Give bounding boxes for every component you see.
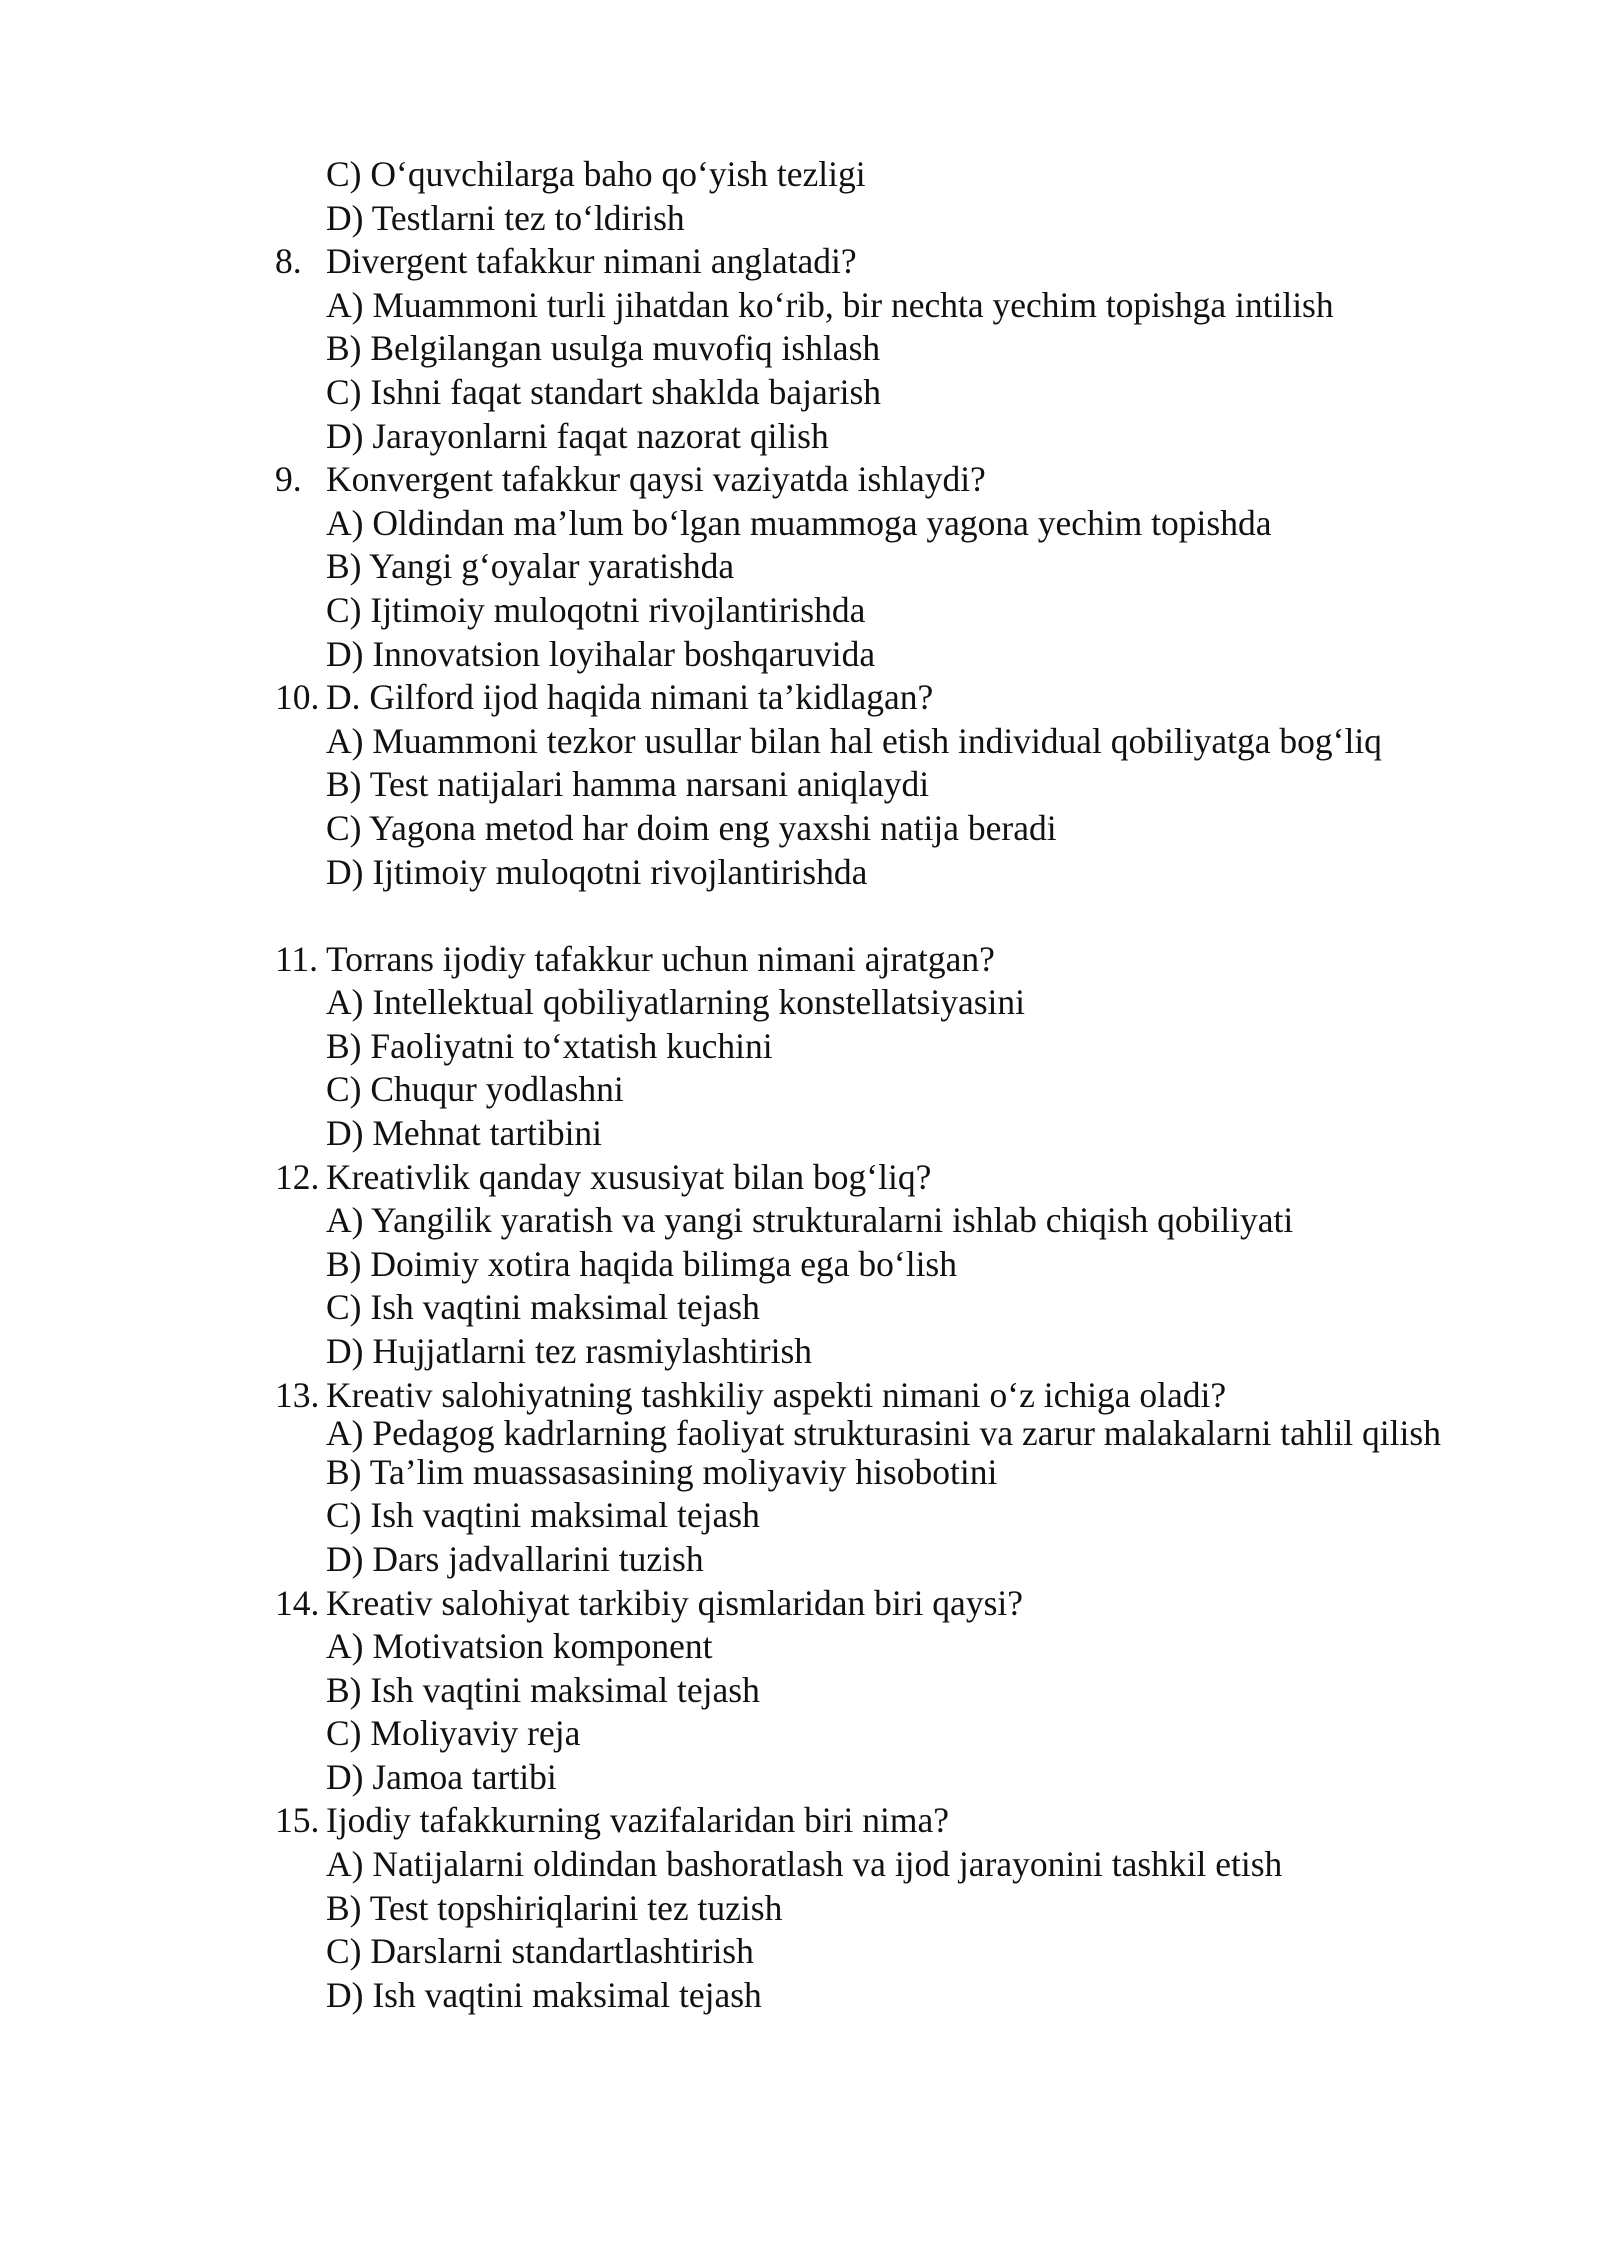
question-text: Konvergent tafakkur qaysi vaziyatda ishlaydi? (326, 459, 986, 500)
option: A) Muammoni turli jihatdan ko‘rib, bir nechta yechim topishga intilish (326, 284, 1334, 325)
question-14 (275, 1582, 1475, 1626)
question-8 (275, 240, 1475, 284)
question-13 (275, 1374, 1475, 1418)
question-11 (275, 938, 1475, 982)
question-number: 11. (275, 938, 319, 979)
question-15 (275, 1799, 1475, 1843)
option: A) Yangilik yaratish va yangi strukturalarni ishlab chiqish qobiliyati (326, 1200, 1294, 1241)
option: B) Doimiy xotira haqida bilimga ega bo‘lish (326, 1243, 957, 1284)
question-text: Divergent tafakkur nimani anglatadi? (326, 241, 857, 282)
question-text: Kreativ salohiyatning tashkiliy aspekti nimani o‘z ichiga oladi? (326, 1374, 1227, 1415)
option: D) Hujjatlarni tez rasmiylashtirish (326, 1331, 813, 1372)
question-number: 10. (275, 677, 320, 718)
question-text: D. Gilford ijod haqida nimani ta’kidlagan? (326, 677, 934, 718)
option: B) Test topshiriqlarini tez tuzish (326, 1887, 783, 1928)
option: D) Jarayonlarni faqat nazorat qilish (326, 415, 829, 456)
question-12 (275, 1156, 1475, 1200)
question-text: Kreativ salohiyat tarkibiy qismlaridan biri qaysi? (326, 1582, 1023, 1623)
option: B) Ish vaqtini maksimal tejash (326, 1669, 760, 1710)
option: B) Faoliyatni to‘xtatish kuchini (326, 1025, 773, 1066)
option: D) Ish vaqtini maksimal tejash (326, 1974, 762, 2015)
option: A) Intellektual qobiliyatlarning konstellatsiyasini (326, 982, 1026, 1023)
question-9 (275, 458, 1475, 502)
question-number: 12. (275, 1156, 320, 1197)
option: A) Natijalarni oldindan bashoratlash va ijod jarayonini tashkil etish (326, 1844, 1283, 1885)
option: C) Ish vaqtini maksimal tejash (326, 1495, 760, 1536)
option: C) Darslarni standartlashtirish (326, 1931, 754, 1972)
option: C) Moliyaviy reja (326, 1713, 581, 1754)
question-list (275, 153, 1475, 2017)
question-number: 13. (275, 1374, 320, 1415)
option: D) Mehnat tartibini (326, 1113, 603, 1154)
option: D) Ijtimoiy muloqotni rivojlantirishda (326, 851, 868, 892)
option: A) Muammoni tezkor usullar bilan hal etish individual qobiliyatga bog‘liq (326, 720, 1382, 761)
question-number: 14. (275, 1582, 320, 1623)
question-number: 9. (275, 459, 302, 500)
option: B) Yangi g‘oyalar yaratishda (326, 546, 735, 587)
option: C) Chuqur yodlashni (326, 1069, 624, 1110)
option: A) Motivatsion komponent (326, 1626, 713, 1667)
question-text: Ijodiy tafakkurning vazifalaridan biri nima? (326, 1800, 949, 1841)
option: C) O‘quvchilarga baho qo‘yish tezligi (326, 154, 866, 194)
question-10 (275, 676, 1475, 720)
question-number: 15. (275, 1800, 320, 1841)
option: D) Testlarni tez to‘ldirish (326, 197, 685, 238)
option: C) Yagona metod har doim eng yaxshi natija beradi (326, 807, 1057, 848)
option: C) Ishni faqat standart shaklda bajarish (326, 371, 882, 412)
question-text: Torrans ijodiy tafakkur uchun nimani ajratgan? (326, 938, 995, 979)
question-number: 8. (275, 241, 302, 282)
option: D) Jamoa tartibi (326, 1756, 557, 1797)
option: A) Oldindan ma’lum bo‘lgan muammoga yagona yechim topishda (326, 502, 1272, 543)
option: C) Ish vaqtini maksimal tejash (326, 1287, 760, 1328)
option: A) Pedagog kadrlarning faoliyat strukturasini va zarur malakalarni tahlil qilish (326, 1413, 1441, 1454)
option: C) Ijtimoiy muloqotni rivojlantirishda (326, 589, 866, 630)
option: B) Test natijalari hamma narsani aniqlaydi (326, 764, 930, 805)
question-text: Kreativlik qanday xususiyat bilan bog‘liq? (326, 1156, 932, 1197)
blank-line (275, 894, 1475, 938)
option: B) Belgilangan usulga muvofiq ishlash (326, 328, 881, 369)
option: D) Dars jadvallarini tuzish (326, 1538, 704, 1579)
option: B) Ta’lim muassasasining moliyaviy hisobotini (326, 1451, 998, 1492)
option: D) Innovatsion loyihalar boshqaruvida (326, 633, 876, 674)
